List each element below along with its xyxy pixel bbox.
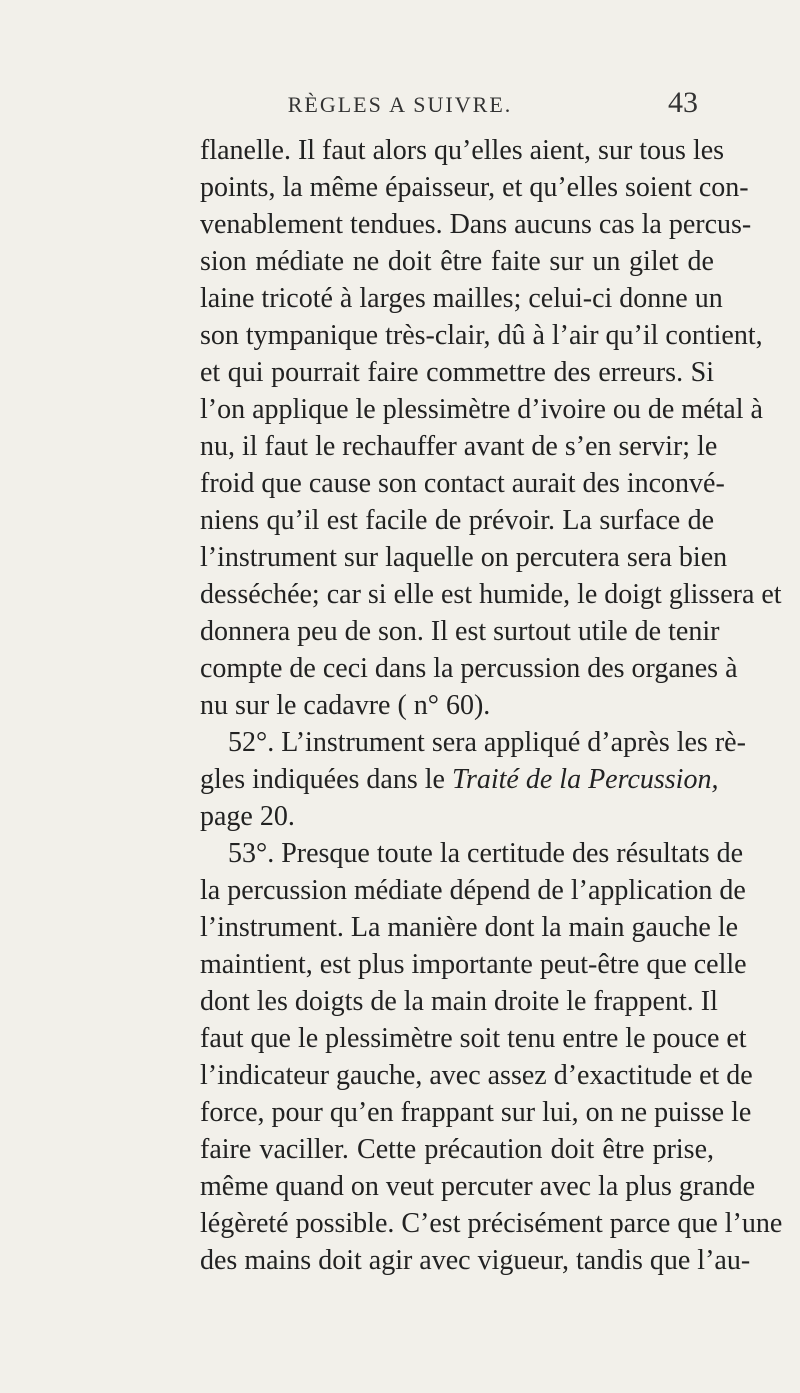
text-line: son tympanique très-clair, dû à l’air qu’il contient, — [200, 320, 763, 351]
text-line: compte de ceci dans la percussion des organes à — [200, 653, 738, 684]
running-head — [0, 86, 800, 122]
text-line: l’instrument. La manière dont la main gauche le — [200, 912, 739, 943]
text-line: légèreté possible. C’est précisément parce que l’une — [200, 1208, 783, 1239]
text-line: nu, il faut le rechauffer avant de s’en servir; le — [200, 431, 718, 462]
text-span: gles indiquées dans le — [200, 764, 445, 795]
text-line: 53°. Presque toute la certitude des résultats de — [228, 838, 744, 869]
text-line: même quand on veut percuter avec la plus grande — [200, 1171, 756, 1202]
text-line: des mains doit agir avec vigueur, tandis que l’au- — [200, 1245, 751, 1276]
text-line: l’on applique le plessimètre d’ivoire ou de métal à — [200, 394, 763, 425]
text-line: 52°. L’instrument sera appliqué d’après les rè- — [228, 727, 746, 758]
text-line: et qui pourrait faire commettre des erreurs. Si — [200, 357, 714, 388]
running-title: RÈGLES A SUIVRE. — [287, 92, 513, 117]
text-line: flanelle. Il faut alors qu’elles aient, sur tous les — [200, 135, 725, 166]
text-line-with-title — [200, 762, 719, 798]
book-title: Traité de la Percussion, — [451, 764, 719, 795]
text-line: faire vaciller. Cette précaution doit être prise, — [200, 1134, 714, 1165]
text-line: points, la même épaisseur, et qu’elles soient con- — [200, 172, 749, 203]
text-line: maintient, est plus importante peut-être que celle — [200, 949, 747, 980]
text-line: niens qu’il est facile de prévoir. La surface de — [200, 505, 714, 536]
text-line: force, pour qu’en frappant sur lui, on ne puisse le — [200, 1097, 752, 1128]
text-line: page 20. — [200, 801, 295, 832]
text-line: l’indicateur gauche, avec assez d’exactitude et de — [200, 1060, 753, 1091]
text-line: dont les doigts de la main droite le frappent. Il — [200, 986, 718, 1017]
text-line: laine tricoté à larges mailles; celui-ci donne un — [200, 283, 723, 314]
text-line: froid que cause son contact aurait des inconvé- — [200, 468, 725, 499]
text-line: donnera peu de son. Il est surtout utile de tenir — [200, 616, 720, 647]
text-line: l’instrument sur laquelle on percutera sera bien — [200, 542, 728, 573]
page-number: 43 — [668, 86, 698, 119]
text-line: nu sur le cadavre ( n° 60). — [200, 690, 491, 721]
text-line: venablement tendues. Dans aucuns cas la percus- — [200, 209, 752, 240]
text-line: sion médiate ne doit être faite sur un gilet de — [200, 246, 714, 277]
text-line: desséchée; car si elle est humide, le doigt glissera et — [200, 579, 782, 610]
text-line: la percussion médiate dépend de l’application de — [200, 875, 746, 906]
text-line: faut que le plessimètre soit tenu entre le pouce et — [200, 1023, 747, 1054]
